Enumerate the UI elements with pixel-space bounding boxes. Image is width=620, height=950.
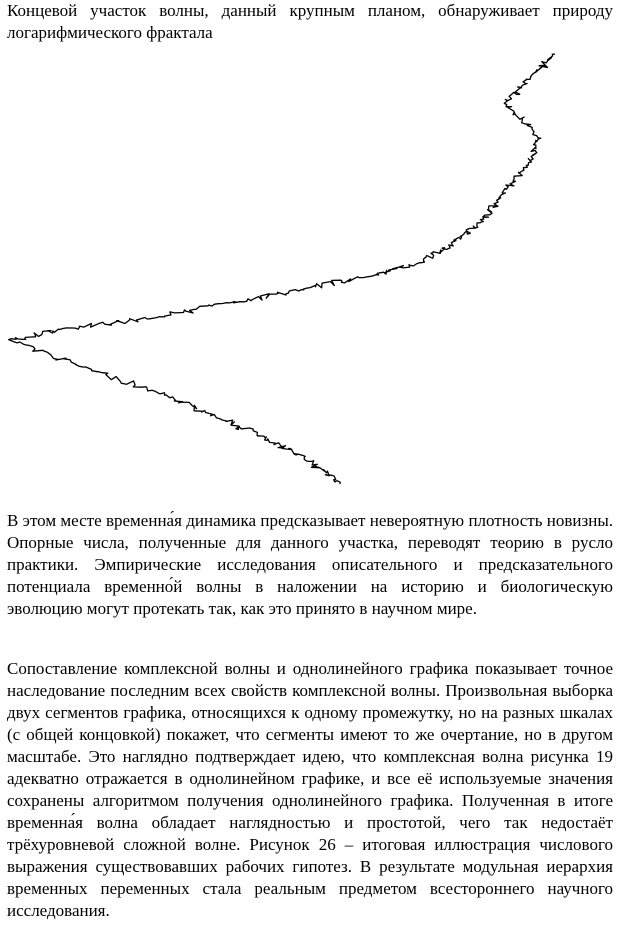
fractal-wave-line [9, 54, 555, 484]
fractal-wave-figure [0, 48, 620, 490]
figure-caption: Концевой участок волны, данный крупным планом, обнаруживает природу логарифмического фрактала [7, 1, 613, 42]
fractal-wave-svg [0, 48, 620, 490]
paragraph-1: В этом месте временна́я динамика предсказывает невероятную плотность новизны. Опорные числа, полученные для данного участка, переводят теорию в русло практики. Эмпирические исследования описательного и предсказательного потенциала временно́й волны в наложении на историю и биологическую эволюцию могут протекать так, как это принято в научном мире. [7, 511, 613, 618]
paragraph-2: Сопоставление комплексной волны и однолинейного графика показывает точное наследование последним всех свойств комплексной волны. Произвольная выборка двух сегментов графика, относящихся к одному промежутку, но на разных шкалах (с общей концовкой) покажет, что сегменты имеют то же очертание, но в другом масштабе. Это наглядно подтверждает идею, что комплексная волна рисунка 19 адекватно отражается в однолинейном графике, и все её используемые значения сохранены алгоритмом получения однолинейного графика. Полученная в итоге временна́я волна обладает наглядностью и простотой, чего так недостаёт трёхуровневой сложной волне. Рисунок 26 – итоговая иллюстрация числового выражения существовавших рабочих гипотез. В результате модульная иерархия временных переменных стала реальным предметом всестороннего научного исследования. [7, 659, 613, 920]
